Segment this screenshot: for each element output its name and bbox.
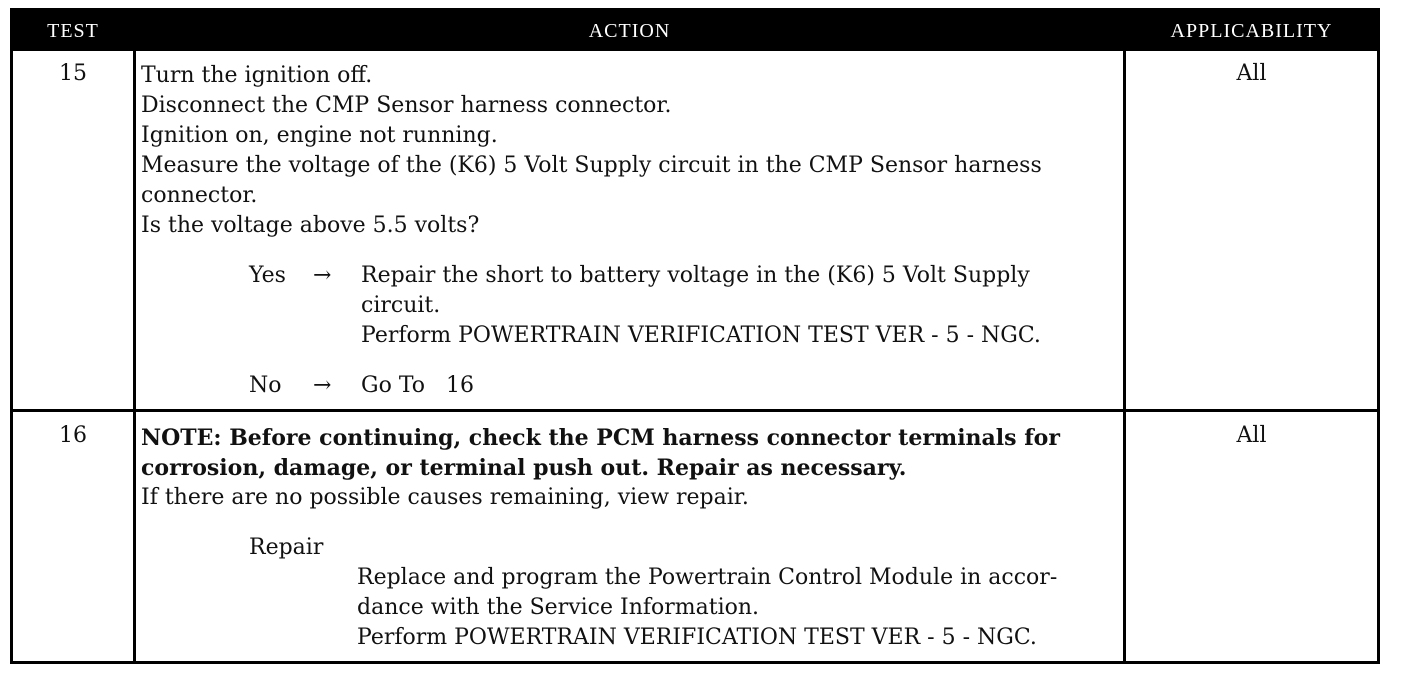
header-action: ACTION — [588, 20, 671, 42]
header-applicability: APPLICABILITY — [1170, 20, 1333, 42]
outcome-line: Replace and program the Powertrain Control Module in accor- — [357, 565, 1058, 590]
repair-branch — [249, 533, 1119, 657]
step-line: Is the voltage above 5.5 volts? — [141, 213, 480, 238]
arrow-right-icon: → — [313, 373, 332, 398]
yes-outcome — [361, 261, 1115, 351]
action-steps-15 — [141, 61, 1116, 241]
header-test: TEST — [47, 20, 99, 42]
applicability-16: All — [1236, 423, 1267, 448]
note-line: corrosion, damage, or terminal push out. Repair as necessary. — [141, 455, 907, 481]
note-line: NOTE: Before continuing, check the PCM harness connector terminals for — [141, 425, 1060, 451]
step-line: Ignition on, engine not running. — [141, 123, 498, 148]
column-divider — [133, 51, 136, 661]
outcome-line: Perform POWERTRAIN VERIFICATION TEST VER - 5 - NGC. — [361, 323, 1041, 348]
test-number-15: 15 — [59, 61, 87, 86]
step-line: connector. — [141, 183, 258, 208]
test-number-16: 16 — [59, 423, 87, 448]
outcome-line: circuit. — [361, 293, 441, 318]
row-divider — [13, 409, 1377, 412]
arrow-right-icon: → — [313, 263, 332, 288]
no-branch — [249, 371, 1119, 401]
table-header — [13, 11, 1377, 51]
column-divider — [1123, 51, 1126, 661]
step-line: Turn the ignition off. — [141, 63, 373, 88]
outcome-line: dance with the Service Information. — [357, 595, 760, 620]
applicability-15: All — [1236, 61, 1267, 86]
step-line: Measure the voltage of the (K6) 5 Volt Supply circuit in the CMP Sensor harness — [141, 153, 1042, 178]
action-steps-16 — [141, 423, 1116, 513]
repair-label: Repair — [249, 535, 324, 560]
goto-link[interactable]: Go To 16 — [361, 373, 474, 398]
diagnostic-table — [10, 8, 1380, 664]
yes-branch — [249, 261, 1119, 353]
yes-label: Yes — [249, 263, 286, 288]
repair-outcome — [357, 563, 1115, 653]
outcome-line: Repair the short to battery voltage in the (K6) 5 Volt Supply — [361, 263, 1030, 288]
no-label: No — [249, 373, 282, 398]
outcome-line: Perform POWERTRAIN VERIFICATION TEST VER - 5 - NGC. — [357, 625, 1037, 650]
step-line: If there are no possible causes remaining, view repair. — [141, 485, 749, 510]
step-line: Disconnect the CMP Sensor harness connector. — [141, 93, 672, 118]
